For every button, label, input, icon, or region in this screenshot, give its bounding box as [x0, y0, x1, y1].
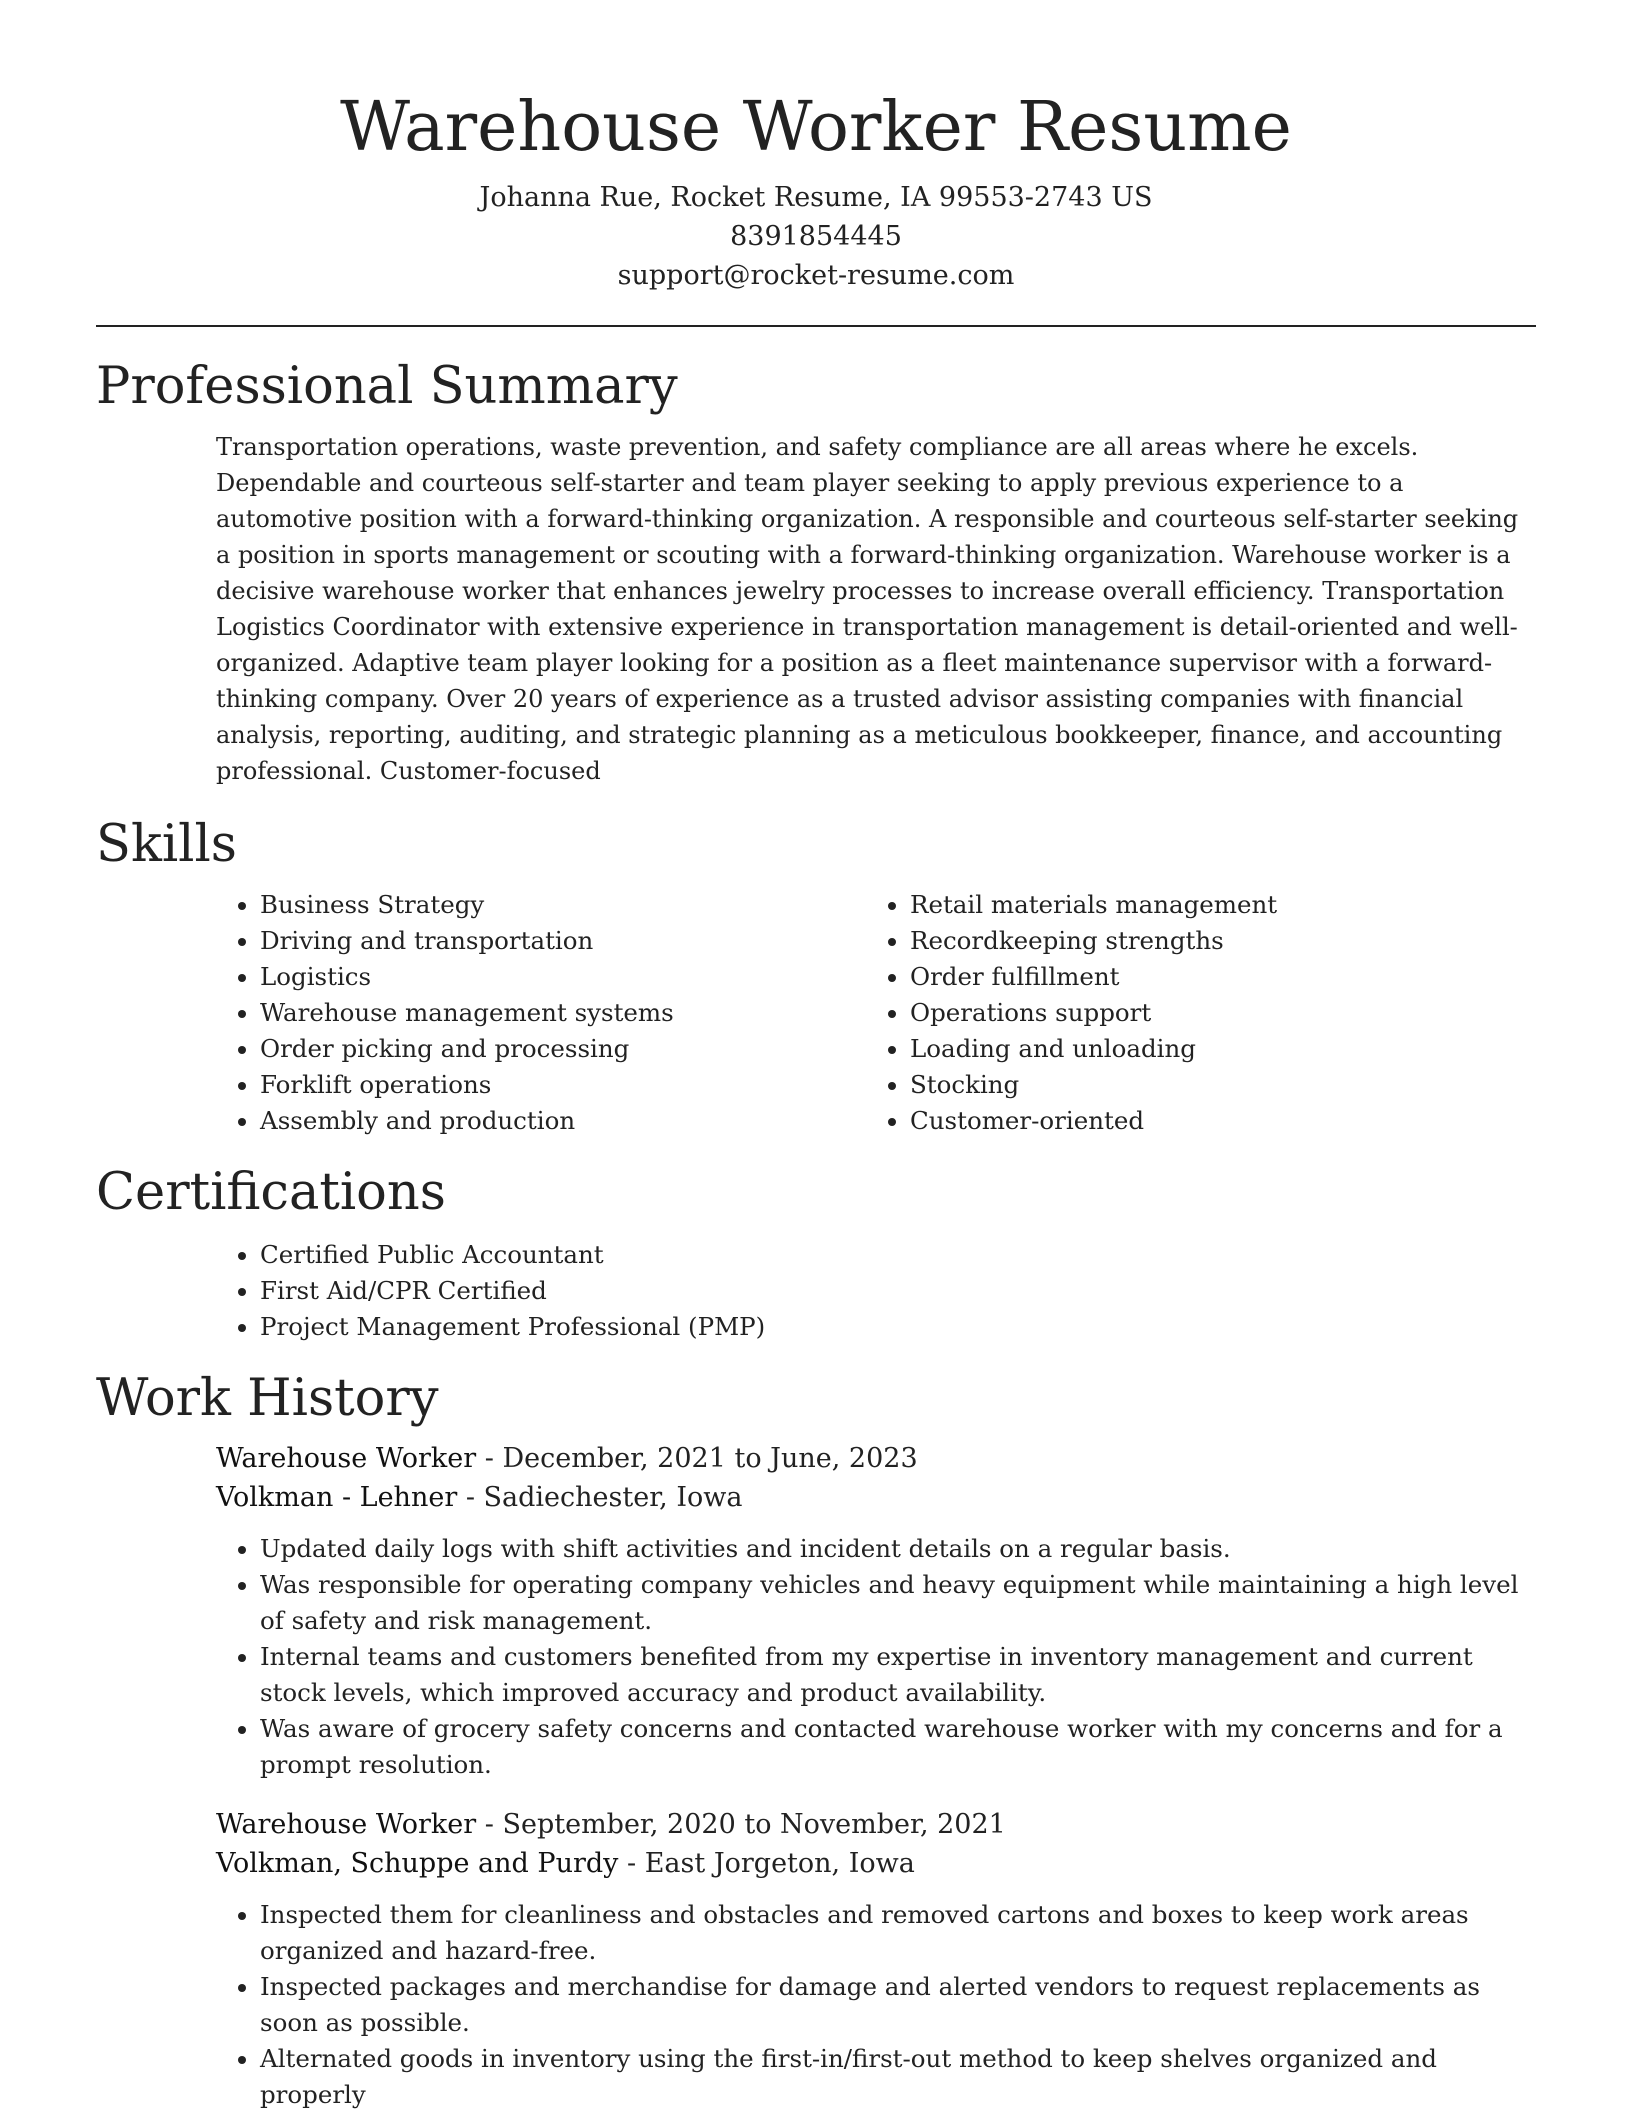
skills-list-right	[866, 887, 1516, 1139]
certification-item: • Project Management Professional (PMP)	[260, 1309, 1536, 1345]
job-bullet: • Inspected them for cleanliness and obstacles and removed cartons and boxes to keep work areas organized and hazard-free.	[260, 1897, 1536, 1969]
job-bullet: • Alternated goods in inventory using the first-in/first-out method to keep shelves organized and properly	[260, 2041, 1536, 2112]
skill-item: • Retail materials management	[910, 887, 1516, 923]
work-history-heading: Work History	[96, 1369, 439, 1428]
job-title: Warehouse Worker	[216, 1809, 477, 1840]
certifications-list	[216, 1237, 1536, 1345]
skills-column-right	[866, 887, 1516, 1139]
skill-item: • Customer-oriented	[910, 1103, 1516, 1139]
job-bullet: • Was responsible for operating company vehicles and heavy equipment while maintaining a high level of safety and risk management.	[260, 1567, 1536, 1639]
certifications-list-wrap	[216, 1237, 1536, 1345]
certification-item: • Certified Public Accountant	[260, 1237, 1536, 1273]
job-company: Volkman - Lehner	[216, 1482, 458, 1513]
skills-grid	[216, 887, 1632, 1139]
job-company: Volkman, Schuppe and Purdy	[216, 1848, 619, 1879]
job-bullet: • Updated daily logs with shift activities and incident details on a regular basis.	[260, 1531, 1536, 1567]
job-bullet: • Internal teams and customers benefited from my expertise in inventory management and current stock levels, which improved accuracy and product availability.	[260, 1639, 1536, 1711]
contact-address: Johanna Rue, Rocket Resume, IA 99553-2743 US	[479, 182, 1153, 213]
resume-header	[0, 0, 1632, 295]
contact-email: support@rocket-resume.com	[617, 260, 1015, 291]
job-bullet: • Was aware of grocery safety concerns and contacted warehouse worker with my concerns and for a prompt resolution.	[260, 1711, 1536, 1783]
summary-text: Transportation operations, waste prevention, and safety compliance are all areas where he excels. Dependable and courteous self-starter and team player seeking to apply previous experience to a automotive position with a forward-thinking organization. A responsible and courteous self-starter seeking a position in sports management or scouting with a forward-thinking organization. Warehouse worker is a decisive warehouse worker that enhances jewelry processes to increase overall efficiency. Transportation Logistics Coordinator with extensive experience in transportation management is detail-oriented and well-organized. Adaptive team player looking for a position as a fleet maintenance supervisor with a forward-thinking company. Over 20 years of experience as a trusted advisor assisting companies with financial analysis, reporting, auditing, and strategic planning as a meticulous bookkeeper, finance, and accounting professional. Customer-focused	[216, 433, 1519, 785]
job-separator: -	[627, 1848, 645, 1879]
job-company-line	[216, 1478, 1536, 1517]
skill-item: • Assembly and production	[260, 1103, 866, 1139]
skill-item: • Recordkeeping strengths	[910, 923, 1516, 959]
job-title-line	[216, 1439, 1536, 1478]
certification-item: • First Aid/CPR Certified	[260, 1273, 1536, 1309]
certifications-heading: Certifications	[96, 1163, 446, 1222]
skills-column-left	[216, 887, 866, 1139]
job-bullets	[216, 1897, 1536, 2112]
job-entry	[216, 1805, 1536, 2112]
job-company-line	[216, 1844, 1536, 1883]
header-divider	[96, 325, 1536, 327]
certifications-section	[0, 1161, 1632, 1345]
job-location: Sadiechester, Iowa	[483, 1482, 743, 1513]
job-dates: September, 2020 to November, 2021	[502, 1809, 1006, 1840]
job-separator: -	[484, 1809, 503, 1840]
skills-heading: Skills	[96, 815, 237, 874]
contact-info	[0, 178, 1632, 295]
skills-section	[0, 813, 1632, 1139]
job-separator: -	[484, 1443, 503, 1474]
skill-item: • Order fulfillment	[910, 959, 1516, 995]
skill-item: • Stocking	[910, 1067, 1516, 1103]
job-bullets	[216, 1531, 1536, 1783]
resume-title: Warehouse Worker Resume	[340, 88, 1292, 167]
skill-item: • Order picking and processing	[260, 1031, 866, 1067]
job-location: East Jorgeton, Iowa	[644, 1848, 915, 1879]
job-bullet: • Inspected packages and merchandise for damage and alerted vendors to request replacements as soon as possible.	[260, 1969, 1536, 2041]
job-entry	[216, 1439, 1536, 1783]
skill-item: • Driving and transportation	[260, 923, 866, 959]
skill-item: • Logistics	[260, 959, 866, 995]
professional-summary-section	[0, 355, 1632, 789]
skill-item: • Forklift operations	[260, 1067, 866, 1103]
work-history-section	[0, 1367, 1632, 2112]
job-title-line	[216, 1805, 1536, 1844]
job-separator: -	[465, 1482, 484, 1513]
skill-item: • Business Strategy	[260, 887, 866, 923]
skills-list-left	[216, 887, 866, 1139]
skill-item: • Loading and unloading	[910, 1031, 1516, 1067]
skill-item: • Warehouse management systems	[260, 995, 866, 1031]
job-title: Warehouse Worker	[216, 1443, 477, 1474]
contact-phone: 8391854445	[730, 221, 902, 252]
skill-item: • Operations support	[910, 995, 1516, 1031]
summary-heading: Professional Summary	[96, 357, 678, 416]
job-dates: December, 2021 to June, 2023	[502, 1443, 918, 1474]
